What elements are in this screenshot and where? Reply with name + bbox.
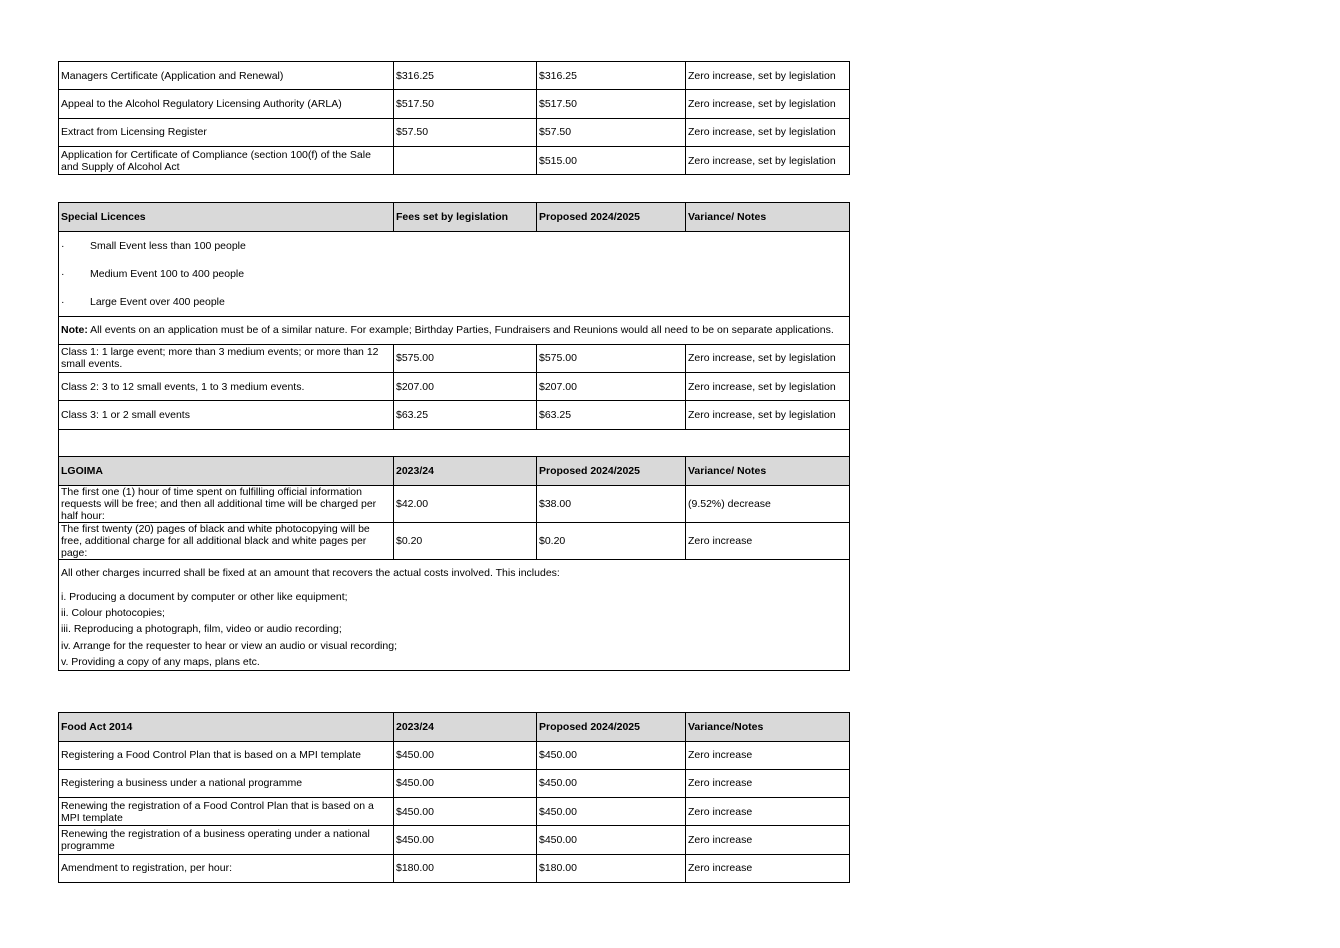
fee-current: $57.50 bbox=[394, 118, 537, 146]
fee-notes: Zero increase, set by legislation bbox=[686, 90, 850, 118]
applications-note bbox=[59, 316, 850, 344]
note-text: All events on an application must be of a similar nature. For example; Birthday Parties, Fundraisers and Reunions would all need to be on separate applications. bbox=[87, 324, 834, 337]
fee-notes: Zero increase bbox=[686, 798, 850, 826]
table-header-row bbox=[59, 203, 850, 232]
fee-current: $575.00 bbox=[394, 344, 537, 372]
list-item: · Small Event less than 100 people bbox=[61, 232, 847, 260]
list-item: iii. Reproducing a photograph, film, video or audio recording; bbox=[61, 623, 342, 636]
column-header: Proposed 2024/2025 bbox=[537, 203, 686, 232]
fee-description: Appeal to the Alcohol Regulatory Licensing Authority (ARLA) bbox=[59, 90, 394, 118]
fee-proposed: $316.25 bbox=[537, 62, 686, 90]
fee-notes: Zero increase bbox=[686, 826, 850, 854]
table-row bbox=[59, 373, 850, 401]
table-row bbox=[59, 90, 850, 118]
table-header-row bbox=[59, 713, 850, 742]
list-item: ii. Colour photocopies; bbox=[61, 606, 165, 619]
fee-description: The first twenty (20) pages of black and white photocopying will be free, additional charge for all additional black and white pages per page: bbox=[59, 522, 394, 559]
list-item: v. Providing a copy of any maps, plans etc. bbox=[61, 656, 260, 669]
fee-proposed: $450.00 bbox=[537, 826, 686, 854]
fee-proposed: $63.25 bbox=[537, 401, 686, 429]
fee-notes: Zero increase, set by legislation bbox=[686, 146, 850, 174]
table-row bbox=[59, 826, 850, 854]
fee-notes: Zero increase bbox=[686, 769, 850, 797]
fee-proposed: $450.00 bbox=[537, 798, 686, 826]
fee-current: $450.00 bbox=[394, 741, 537, 769]
fee-current: $450.00 bbox=[394, 798, 537, 826]
note-label: Note: bbox=[61, 324, 88, 337]
table-row bbox=[59, 401, 850, 429]
table-row bbox=[59, 854, 850, 882]
fee-notes: Zero increase, set by legislation bbox=[686, 373, 850, 401]
fee-current: $450.00 bbox=[394, 826, 537, 854]
table-row bbox=[59, 741, 850, 769]
fee-description: Class 3: 1 or 2 small events bbox=[59, 401, 394, 429]
fee-proposed: $38.00 bbox=[537, 485, 686, 522]
column-header: Fees set by legislation bbox=[394, 203, 537, 232]
fee-notes: Zero increase bbox=[686, 522, 850, 559]
table-header-row bbox=[59, 457, 850, 486]
column-header: Proposed 2024/2025 bbox=[537, 457, 686, 486]
column-header: LGOIMA bbox=[59, 457, 394, 486]
special-licences-table bbox=[58, 202, 850, 458]
fee-description: Renewing the registration of a Food Control Plan that is based on a MPI template bbox=[59, 798, 394, 826]
fee-current: $517.50 bbox=[394, 90, 537, 118]
fee-current: $450.00 bbox=[394, 769, 537, 797]
fee-notes: Zero increase, set by legislation bbox=[686, 401, 850, 429]
list-item: iv. Arrange for the requester to hear or view an audio or visual recording; bbox=[61, 639, 397, 652]
fee-proposed: $517.50 bbox=[537, 90, 686, 118]
fee-proposed: $207.00 bbox=[537, 373, 686, 401]
fee-notes: Zero increase, set by legislation bbox=[686, 62, 850, 90]
column-header: Variance/Notes bbox=[686, 713, 850, 742]
fee-description: Registering a Food Control Plan that is based on a MPI template bbox=[59, 741, 394, 769]
list-item: · Medium Event 100 to 400 people bbox=[61, 260, 847, 288]
table-row bbox=[59, 798, 850, 826]
fee-notes: Zero increase, set by legislation bbox=[686, 118, 850, 146]
fee-description: Amendment to registration, per hour: bbox=[59, 854, 394, 882]
column-header: Variance/ Notes bbox=[686, 203, 850, 232]
bullet-icon: · bbox=[61, 295, 65, 308]
fee-proposed: $450.00 bbox=[537, 741, 686, 769]
table-row bbox=[59, 344, 850, 372]
event-size-list-row bbox=[59, 231, 850, 316]
fee-description: Class 1: 1 large event; more than 3 medium events; or more than 12 small events. bbox=[59, 344, 394, 372]
fee-notes: (9.52%) decrease bbox=[686, 485, 850, 522]
fee-notes: Zero increase bbox=[686, 854, 850, 882]
fee-description: Application for Certificate of Compliance (section 100(f) of the Sale and Supply of Alcohol Act bbox=[59, 146, 394, 174]
spacer-row bbox=[59, 429, 850, 457]
fee-current: $63.25 bbox=[394, 401, 537, 429]
spacer-cell bbox=[59, 429, 850, 457]
table-row bbox=[59, 769, 850, 797]
fee-proposed: $515.00 bbox=[537, 146, 686, 174]
column-header: Proposed 2024/2025 bbox=[537, 713, 686, 742]
table-row bbox=[59, 485, 850, 522]
table-row bbox=[59, 522, 850, 559]
column-header: 2023/24 bbox=[394, 713, 537, 742]
table-row bbox=[59, 118, 850, 146]
fee-current: $42.00 bbox=[394, 485, 537, 522]
column-header: Special Licences bbox=[59, 203, 394, 232]
fee-proposed: $450.00 bbox=[537, 769, 686, 797]
fee-notes: Zero increase bbox=[686, 741, 850, 769]
fee-proposed: $57.50 bbox=[537, 118, 686, 146]
fee-current bbox=[394, 146, 537, 174]
table-row bbox=[59, 146, 850, 174]
fee-current: $316.25 bbox=[394, 62, 537, 90]
table-row bbox=[59, 62, 850, 90]
other-charges-cell bbox=[59, 559, 850, 671]
bullet-icon: · bbox=[61, 239, 65, 252]
fee-current: $207.00 bbox=[394, 373, 537, 401]
event-size-list bbox=[59, 231, 850, 316]
lgoima-table bbox=[58, 456, 850, 671]
list-item: · Large Event over 400 people bbox=[61, 288, 847, 316]
alcohol-fees-table bbox=[58, 61, 850, 175]
column-header: Variance/ Notes bbox=[686, 457, 850, 486]
fee-proposed: $0.20 bbox=[537, 522, 686, 559]
fee-description: Registering a business under a national programme bbox=[59, 769, 394, 797]
fee-proposed: $180.00 bbox=[537, 854, 686, 882]
fee-description: The first one (1) hour of time spent on fulfilling official information requests will be free; and then all additional time will be charged per half hour: bbox=[59, 485, 394, 522]
fee-description: Managers Certificate (Application and Renewal) bbox=[59, 62, 394, 90]
fee-proposed: $575.00 bbox=[537, 344, 686, 372]
fee-current: $180.00 bbox=[394, 854, 537, 882]
list-item: i. Producing a document by computer or other like equipment; bbox=[61, 590, 348, 603]
other-charges-intro: All other charges incurred shall be fixed at an amount that recovers the actual costs involved. This includes: bbox=[61, 566, 560, 579]
other-charges-row bbox=[59, 559, 850, 671]
fee-notes: Zero increase, set by legislation bbox=[686, 344, 850, 372]
column-header: Food Act 2014 bbox=[59, 713, 394, 742]
fee-description: Class 2: 3 to 12 small events, 1 to 3 medium events. bbox=[59, 373, 394, 401]
fee-description: Extract from Licensing Register bbox=[59, 118, 394, 146]
fee-description: Renewing the registration of a business operating under a national programme bbox=[59, 826, 394, 854]
food-act-table bbox=[58, 712, 850, 883]
column-header: 2023/24 bbox=[394, 457, 537, 486]
fee-current: $0.20 bbox=[394, 522, 537, 559]
bullet-icon: · bbox=[61, 267, 65, 280]
note-row bbox=[59, 316, 850, 344]
